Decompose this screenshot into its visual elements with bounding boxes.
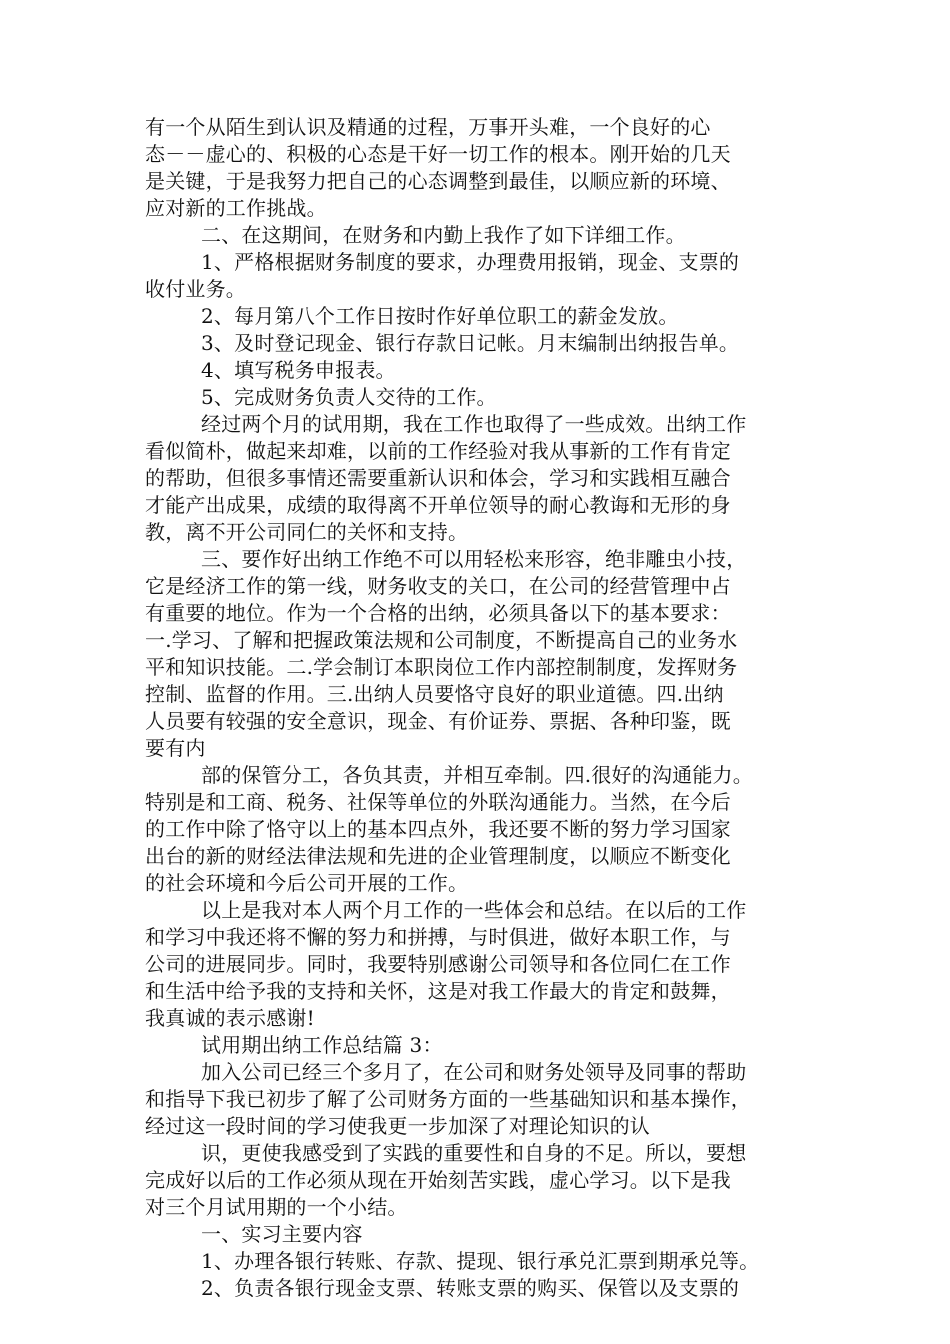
text-line: 的社会环境和今后公司开展的工作。 — [145, 871, 469, 895]
text-line: 2、每月第八个工作日按时作好单位职工的薪金发放。 — [201, 304, 679, 328]
text-line: 2、负责各银行现金支票、转账支票的购买、保管以及支票的 — [201, 1276, 740, 1300]
text-line: 看似简朴，做起来却难，以前的工作经验对我从事新的工作有肯定 — [145, 439, 731, 463]
text-line: 一.学习、了解和把握政策法规和公司制度，不断提高自己的业务水 — [145, 628, 738, 652]
text-line: 3、及时登记现金、银行存款日记帐。月末编制出纳报告单。 — [201, 331, 740, 355]
text-line: 对三个月试用期的一个小结。 — [145, 1195, 408, 1219]
text-line: 和指导下我已初步了解了公司财务方面的一些基础知识和基本操作， — [145, 1087, 751, 1111]
text-line: 教，离不开公司同仁的关怀和支持。 — [145, 520, 469, 544]
text-line: 要有内 — [145, 736, 206, 760]
text-line: 有重要的地位。作为一个合格的出纳，必须具备以下的基本要求： — [145, 601, 731, 625]
text-line: 一、实习主要内容 — [201, 1222, 363, 1246]
text-line: 1、办理各银行转账、存款、提现、银行承兑汇票到期承兑等。 — [201, 1249, 760, 1273]
text-line: 态－－虚心的、积极的心态是干好一切工作的根本。刚开始的几天 — [145, 142, 731, 166]
document-body — [145, 114, 825, 1302]
text-line: 特别是和工商、税务、社保等单位的外联沟通能力。当然，在今后 — [145, 790, 731, 814]
text-line: 它是经济工作的第一线，财务收支的关口，在公司的经营管理中占 — [145, 574, 731, 598]
text-line: 经过两个月的试用期，我在工作也取得了一些成效。出纳工作 — [201, 412, 747, 436]
text-line: 和学习中我还将不懈的努力和拼搏，与时俱进，做好本职工作，与 — [145, 925, 731, 949]
text-line: 5、完成财务负责人交待的工作。 — [201, 385, 497, 409]
text-line: 我真诚的表示感谢! — [145, 1006, 315, 1030]
text-line: 有一个从陌生到认识及精通的过程，万事开头难，一个良好的心 — [145, 115, 711, 139]
text-line: 应对新的工作挑战。 — [145, 196, 327, 220]
text-line: 公司的进展同步。同时，我要特别感谢公司领导和各位同仁在工作 — [145, 952, 731, 976]
text-line: 三、要作好出纳工作绝不可以用轻松来形容，绝非雕虫小技， — [201, 547, 747, 571]
text-line: 完成好以后的工作必须从现在开始刻苦实践，虚心学习。以下是我 — [145, 1168, 731, 1192]
text-line: 控制、监督的作用。三.出纳人员要恪守良好的职业道德。四.出纳 — [145, 682, 724, 706]
text-line: 是关键，于是我努力把自己的心态调整到最佳，以顺应新的环境、 — [145, 169, 731, 193]
text-line: 部的保管分工，各负其责，并相互牵制。四.很好的沟通能力。 — [201, 763, 753, 787]
text-line: 以上是我对本人两个月工作的一些体会和总结。在以后的工作 — [201, 898, 747, 922]
text-line: 1、严格根据财务制度的要求，办理费用报销，现金、支票的 — [201, 250, 740, 274]
text-line: 平和知识技能。二.学会制订本职岗位工作内部控制制度，发挥财务 — [145, 655, 738, 679]
text-line: 的工作中除了恪守以上的基本四点外，我还要不断的努力学习国家 — [145, 817, 731, 841]
text-line: 识，更使我感受到了实践的重要性和自身的不足。所以，要想 — [201, 1141, 747, 1165]
text-line: 收付业务。 — [145, 277, 246, 301]
text-line: 的帮助，但很多事情还需要重新认识和体会，学习和实践相互融合 — [145, 466, 731, 490]
text-line: 二、在这期间，在财务和内勤上我作了如下详细工作。 — [201, 223, 686, 247]
text-line: 加入公司已经三个多月了，在公司和财务处领导及同事的帮助 — [201, 1060, 747, 1084]
text-line: 人员要有较强的安全意识，现金、有价证券、票据、各种印鉴，既 — [145, 709, 731, 733]
text-line: 出台的新的财经法律法规和先进的企业管理制度，以顺应不断变化 — [145, 844, 731, 868]
text-line: 试用期出纳工作总结篇 3： — [201, 1033, 443, 1057]
text-line: 才能产出成果，成绩的取得离不开单位领导的耐心教诲和无形的身 — [145, 493, 731, 517]
text-line: 4、填写税务申报表。 — [201, 358, 396, 382]
text-line: 和生活中给予我的支持和关怀，这是对我工作最大的肯定和鼓舞， — [145, 979, 731, 1003]
text-line: 经过这一段时间的学习使我更一步加深了对理论知识的认 — [145, 1114, 650, 1138]
